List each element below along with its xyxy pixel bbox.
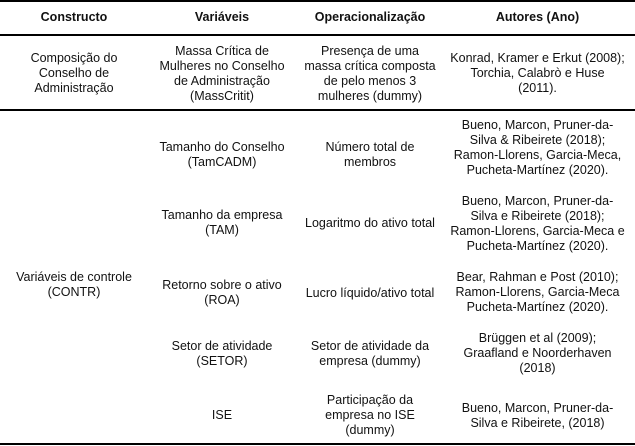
section-divider-rule [0,109,635,111]
cell-operacionalizacao-roa: Lucro líquido/ativo total [305,286,435,300]
cell-variavel-masscritit: Massa Crítica de Mulheres no Conselho de Administração (MassCritit) [159,44,285,103]
table-bottom-rule [0,443,635,445]
cell-operacionalizacao-tam: Logaritmo do ativo total [305,216,435,230]
header-operacionalizacao: Operacionalização [314,10,426,24]
cell-variavel-setor: Setor de atividade (SETOR) [171,339,273,368]
cell-autores-roa: Bear, Rahman e Post (2010); Ramon-Llorens, Garcia-Meca Pucheta-Martínez (2020). [455,270,620,314]
cell-autores-tamcadm: Bueno, Marcon, Pruner-da- Silva & Ribeirete (2018); Ramon-Llorens, Garcia-Meca, Pucheta-Martínez (2020). [453,118,622,177]
cell-constructo-controle: Variáveis de controle (CONTR) [16,270,132,299]
cell-operacionalizacao-ise: Participação da empresa no ISE (dummy) [325,393,415,437]
cell-variavel-roa: Retorno sobre o ativo (ROA) [162,278,282,307]
header-constructo: Constructo [40,10,108,24]
header-variaveis: Variáveis [194,10,250,24]
cell-autores-setor: Brüggen et al (2009); Graafland e Noorderhaven (2018) [463,331,612,375]
cell-variavel-ise: ISE [211,408,233,422]
cell-variavel-tam: Tamanho da empresa (TAM) [161,208,283,237]
cell-constructo-composicao: Composição do Conselho de Administração [30,51,118,95]
cell-autores-tam: Bueno, Marcon, Pruner-da- Silva e Ribeirete (2018); Ramon-Llorens, Garcia-Meca e Pucheta-Martínez (2020). [450,194,625,253]
cell-autores-ise: Bueno, Marcon, Pruner-da- Silva e Ribeirete, (2018) [461,401,614,430]
cell-operacionalizacao-setor: Setor de atividade da empresa (dummy) [310,339,430,368]
cell-autores-masscritit: Konrad, Kramer e Erkut (2008); Torchia, Calabrò e Huse (2011). [450,51,625,95]
header-autores: Autores (Ano) [495,10,580,24]
cell-variavel-tamcadm: Tamanho do Conselho (TamCADM) [159,140,285,169]
cell-operacionalizacao-masscritit: Presença de uma massa crítica composta de pelo menos 3 mulheres (dummy) [304,44,436,103]
header-bottom-rule [0,34,635,36]
table-top-rule [0,0,635,2]
cell-operacionalizacao-tamcadm: Número total de membros [325,140,415,169]
